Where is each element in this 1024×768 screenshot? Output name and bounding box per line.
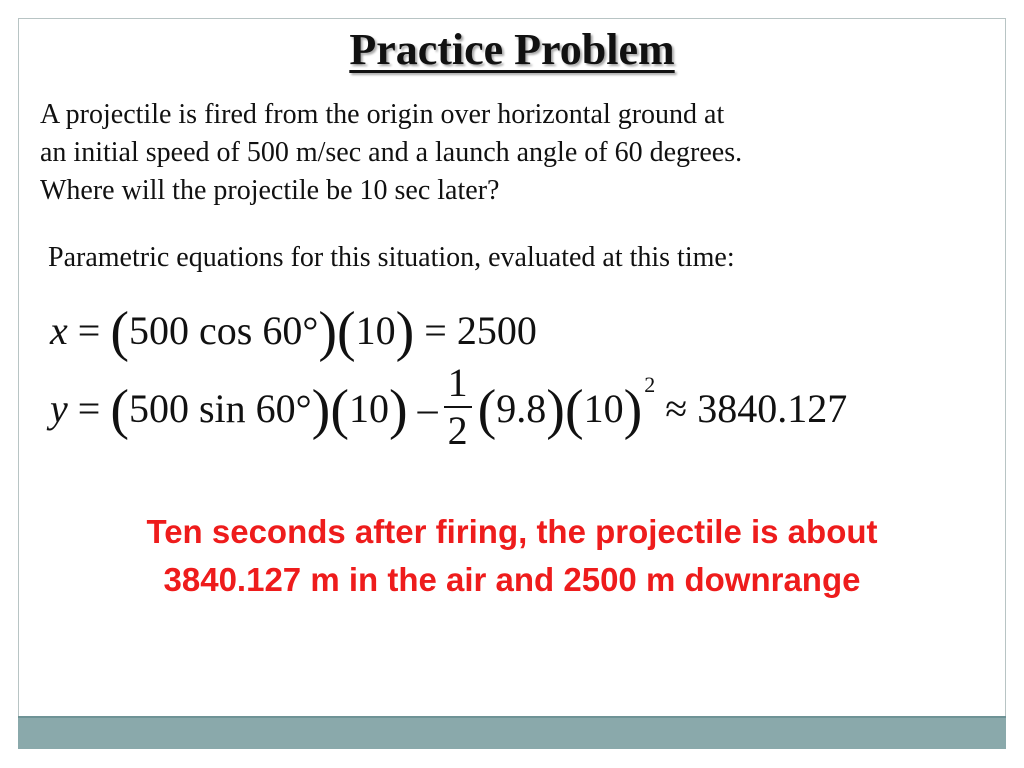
equations-intro: Parametric equations for this situation, evaluated at this time: (48, 242, 735, 273)
conclusion-line: 3840.127 m in the air and 2500 m downrange (163, 561, 861, 598)
conclusion-text (0, 508, 1024, 604)
eq-y-gravity: 9.8 (496, 386, 547, 432)
eq-y-angle: 60° (255, 386, 312, 432)
eq-x-angle: 60° (262, 308, 319, 353)
slide-footer-bar (18, 716, 1006, 749)
eq-x-func: cos (198, 308, 253, 353)
eq-y-time-squared: 10 (583, 386, 624, 432)
problem-line: A projectile is fired from the origin over horizontal ground at (40, 99, 725, 130)
eq-x-speed: 500 (128, 308, 189, 353)
eq-x-result: 2500 (456, 308, 537, 353)
slide-title: Practice Problem (349, 25, 675, 74)
eq-y-exponent: 2 (644, 372, 656, 398)
problem-line: an initial speed of 500 m/sec and a launch angle of 60 degrees. (40, 137, 743, 168)
eq-y-frac-numerator: 1 (444, 360, 472, 408)
problem-statement (40, 96, 1000, 210)
equation-x: x = (500 cos 60°)(10) = 2500 (50, 301, 537, 363)
eq-y-func: sin (198, 386, 246, 432)
eq-x-variable: x (50, 308, 68, 353)
eq-y-result: 3840.127 (697, 386, 848, 432)
eq-y-result-symbol: ≈ (665, 386, 688, 432)
equation-y: y = (500 sin 60°)(10) – $\frac{1}{2}$ $(9.8)(10)^2 \approx 3840.127$ (50, 360, 848, 453)
eq-y-speed: 500 (128, 386, 189, 432)
eq-x-time: 10 (355, 308, 396, 353)
eq-y-time: 10 (348, 386, 389, 432)
eq-x-equals: = (77, 308, 101, 353)
eq-y-variable: y (50, 386, 68, 432)
eq-y-fraction (444, 360, 472, 454)
problem-line: Where will the projectile be 10 sec later? (40, 175, 500, 206)
conclusion-line: Ten seconds after firing, the projectile is about (146, 513, 878, 550)
eq-y-frac-denominator: 2 (447, 408, 468, 453)
eq-x-result-symbol: = (424, 308, 447, 353)
eq-y-minus: – (417, 386, 438, 432)
eq-y-equals: = (77, 386, 101, 432)
